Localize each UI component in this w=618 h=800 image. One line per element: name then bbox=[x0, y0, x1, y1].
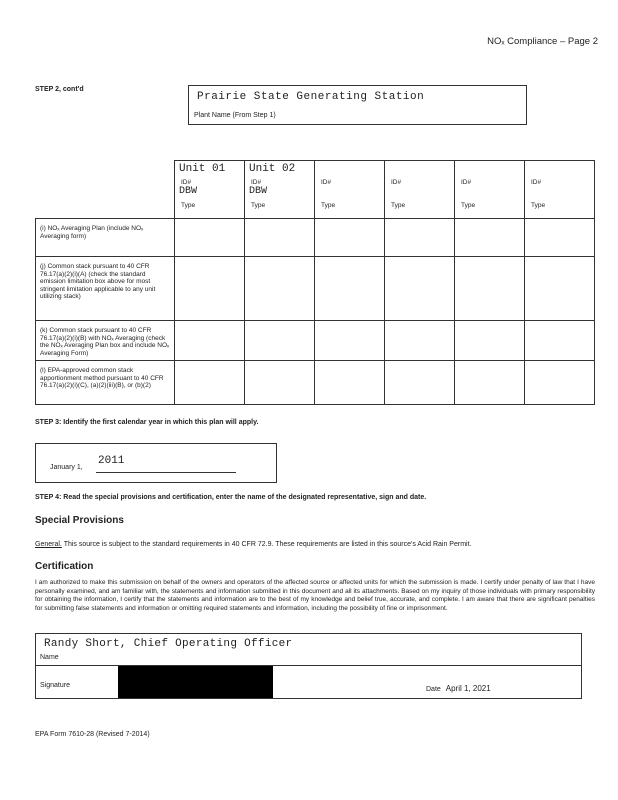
table-row bbox=[36, 257, 595, 321]
row-label: (j) Common stack pursuant to 40 CFR 76.17(a)(2)(i)(A) (check the standard emission limitation box above for most stringent limitation applicable to any unit utilizing stack) bbox=[36, 257, 175, 321]
date-field[interactable] bbox=[426, 684, 491, 693]
unit-name bbox=[529, 166, 594, 178]
table-row bbox=[36, 361, 595, 405]
year-value[interactable]: 2011 bbox=[98, 455, 125, 467]
general-text: This source is subject to the standard requirements in 40 CFR 72.9. These requirements are listed in this source's Acid Rain Permit. bbox=[63, 541, 472, 548]
unit-plan-table bbox=[35, 160, 595, 405]
row-label: (l) EPA-approved common stack apportionment method pursuant to 40 CFR 76.17(a)(2)(i)(C), (a)(2)(iii)(B), or (b)(2) bbox=[36, 361, 175, 405]
unit-name bbox=[319, 166, 384, 178]
checkbox-cell[interactable] bbox=[525, 321, 595, 361]
unit-id-label: ID# bbox=[321, 179, 332, 186]
unit-column-3[interactable] bbox=[315, 161, 385, 219]
unit-type-value: DBW bbox=[249, 185, 268, 197]
checkbox-cell[interactable] bbox=[525, 219, 595, 257]
unit-name: Unit 02 bbox=[249, 163, 296, 175]
certification-text: I am authorized to make this submission on behalf of the owners and operators of the affected source or affected units for which the submission is made. I certify under penalty of law that I have personally examined, and am familiar with, the statements and information submitted in this document and all its attachments. Based on my inquiry of those individuals with primary responsibility for obtaining the information, I certify that the statements and information are to the best of my knowledge and belief true, accurate, and complete. I am aware that there are significant penalties for submitting false statements and information or omitting required statements and information, including the possibility of fine or imprisonment. bbox=[35, 579, 595, 612]
unit-name bbox=[389, 166, 454, 178]
checkbox-cell[interactable] bbox=[315, 321, 385, 361]
unit-column-2[interactable] bbox=[245, 161, 315, 219]
checkbox-cell[interactable] bbox=[245, 361, 315, 405]
checkbox-cell[interactable] bbox=[455, 219, 525, 257]
unit-id-label: ID# bbox=[181, 179, 192, 186]
checkbox-cell[interactable] bbox=[175, 321, 245, 361]
checkbox-cell[interactable] bbox=[315, 361, 385, 405]
year-prefix: January 1, bbox=[50, 464, 83, 471]
unit-header-row bbox=[36, 161, 595, 219]
signature-redaction[interactable] bbox=[118, 666, 273, 698]
unit-type-value bbox=[529, 188, 594, 199]
checkbox-cell[interactable] bbox=[525, 257, 595, 321]
general-label: General. bbox=[35, 541, 62, 548]
form-footer: EPA Form 7610-28 (Revised 7-2014) bbox=[35, 731, 150, 738]
unit-id-label: ID# bbox=[391, 179, 402, 186]
checkbox-cell[interactable] bbox=[455, 361, 525, 405]
unit-type-label: Type bbox=[251, 201, 266, 209]
unit-id-label: ID# bbox=[461, 179, 472, 186]
special-provisions-heading: Special Provisions bbox=[35, 515, 124, 526]
unit-column-4[interactable] bbox=[385, 161, 455, 219]
date-value: April 1, 2021 bbox=[445, 684, 491, 693]
unit-column-5[interactable] bbox=[455, 161, 525, 219]
checkbox-cell[interactable] bbox=[175, 257, 245, 321]
unit-column-6[interactable] bbox=[525, 161, 595, 219]
checkbox-cell[interactable] bbox=[455, 257, 525, 321]
unit-type-value bbox=[319, 188, 384, 199]
plant-name-label: Plant Name (From Step 1) bbox=[194, 112, 276, 119]
year-underline bbox=[96, 472, 236, 473]
checkbox-cell[interactable] bbox=[455, 321, 525, 361]
row-label: (k) Common stack pursuant to 40 CFR 76.17(a)(2)(i)(B) with NOₓ Averaging (check the NOₓ Averaging Plan box and include NOₓ Averaging Form) bbox=[36, 321, 175, 361]
table-row bbox=[36, 321, 595, 361]
name-label: Name bbox=[40, 654, 59, 661]
checkbox-cell[interactable] bbox=[245, 257, 315, 321]
unit-type-label: Type bbox=[181, 201, 196, 209]
unit-type-label: Type bbox=[531, 201, 546, 209]
step3-instruction: STEP 3: Identify the first calendar year in which this plan will apply. bbox=[35, 419, 259, 426]
table-row bbox=[36, 219, 595, 257]
unit-name bbox=[459, 166, 524, 178]
unit-type-label: Type bbox=[461, 201, 476, 209]
plant-name-box bbox=[188, 85, 527, 125]
signature-label: Signature bbox=[40, 682, 70, 689]
checkbox-cell[interactable] bbox=[315, 257, 385, 321]
row-label: (i) NOₓ Averaging Plan (include NOₓ Averaging form) bbox=[36, 219, 175, 257]
checkbox-cell[interactable] bbox=[315, 219, 385, 257]
unit-type-label: Type bbox=[321, 201, 336, 209]
unit-id-label: ID# bbox=[531, 179, 542, 186]
checkbox-cell[interactable] bbox=[385, 257, 455, 321]
checkbox-cell[interactable] bbox=[525, 361, 595, 405]
plant-name-value[interactable]: Prairie State Generating Station bbox=[197, 91, 425, 103]
checkbox-cell[interactable] bbox=[175, 219, 245, 257]
checkbox-cell[interactable] bbox=[245, 321, 315, 361]
step4-instruction: STEP 4: Read the special provisions and certification, enter the name of the designated representative, sign and date. bbox=[35, 494, 427, 501]
checkbox-cell[interactable] bbox=[385, 219, 455, 257]
general-provision bbox=[35, 541, 595, 548]
step2-title: STEP 2, cont'd bbox=[35, 86, 84, 93]
unit-id-label: ID# bbox=[251, 179, 262, 186]
unit-type-label: Type bbox=[391, 201, 406, 209]
checkbox-cell[interactable] bbox=[175, 361, 245, 405]
unit-column-1[interactable] bbox=[175, 161, 245, 219]
unit-type-value bbox=[459, 188, 524, 199]
page-header-label: NOₓ Compliance – Page 2 bbox=[487, 36, 598, 47]
checkbox-cell[interactable] bbox=[385, 361, 455, 405]
signature-block bbox=[35, 633, 582, 699]
year-box bbox=[35, 443, 277, 483]
date-label: Date bbox=[426, 686, 441, 693]
certification-heading: Certification bbox=[35, 561, 94, 572]
table-corner bbox=[36, 161, 175, 219]
unit-type-value bbox=[389, 188, 454, 199]
unit-type-value: DBW bbox=[179, 185, 198, 197]
checkbox-cell[interactable] bbox=[245, 219, 315, 257]
unit-name: Unit 01 bbox=[179, 163, 226, 175]
checkbox-cell[interactable] bbox=[385, 321, 455, 361]
representative-name-value[interactable]: Randy Short, Chief Operating Officer bbox=[44, 638, 293, 650]
